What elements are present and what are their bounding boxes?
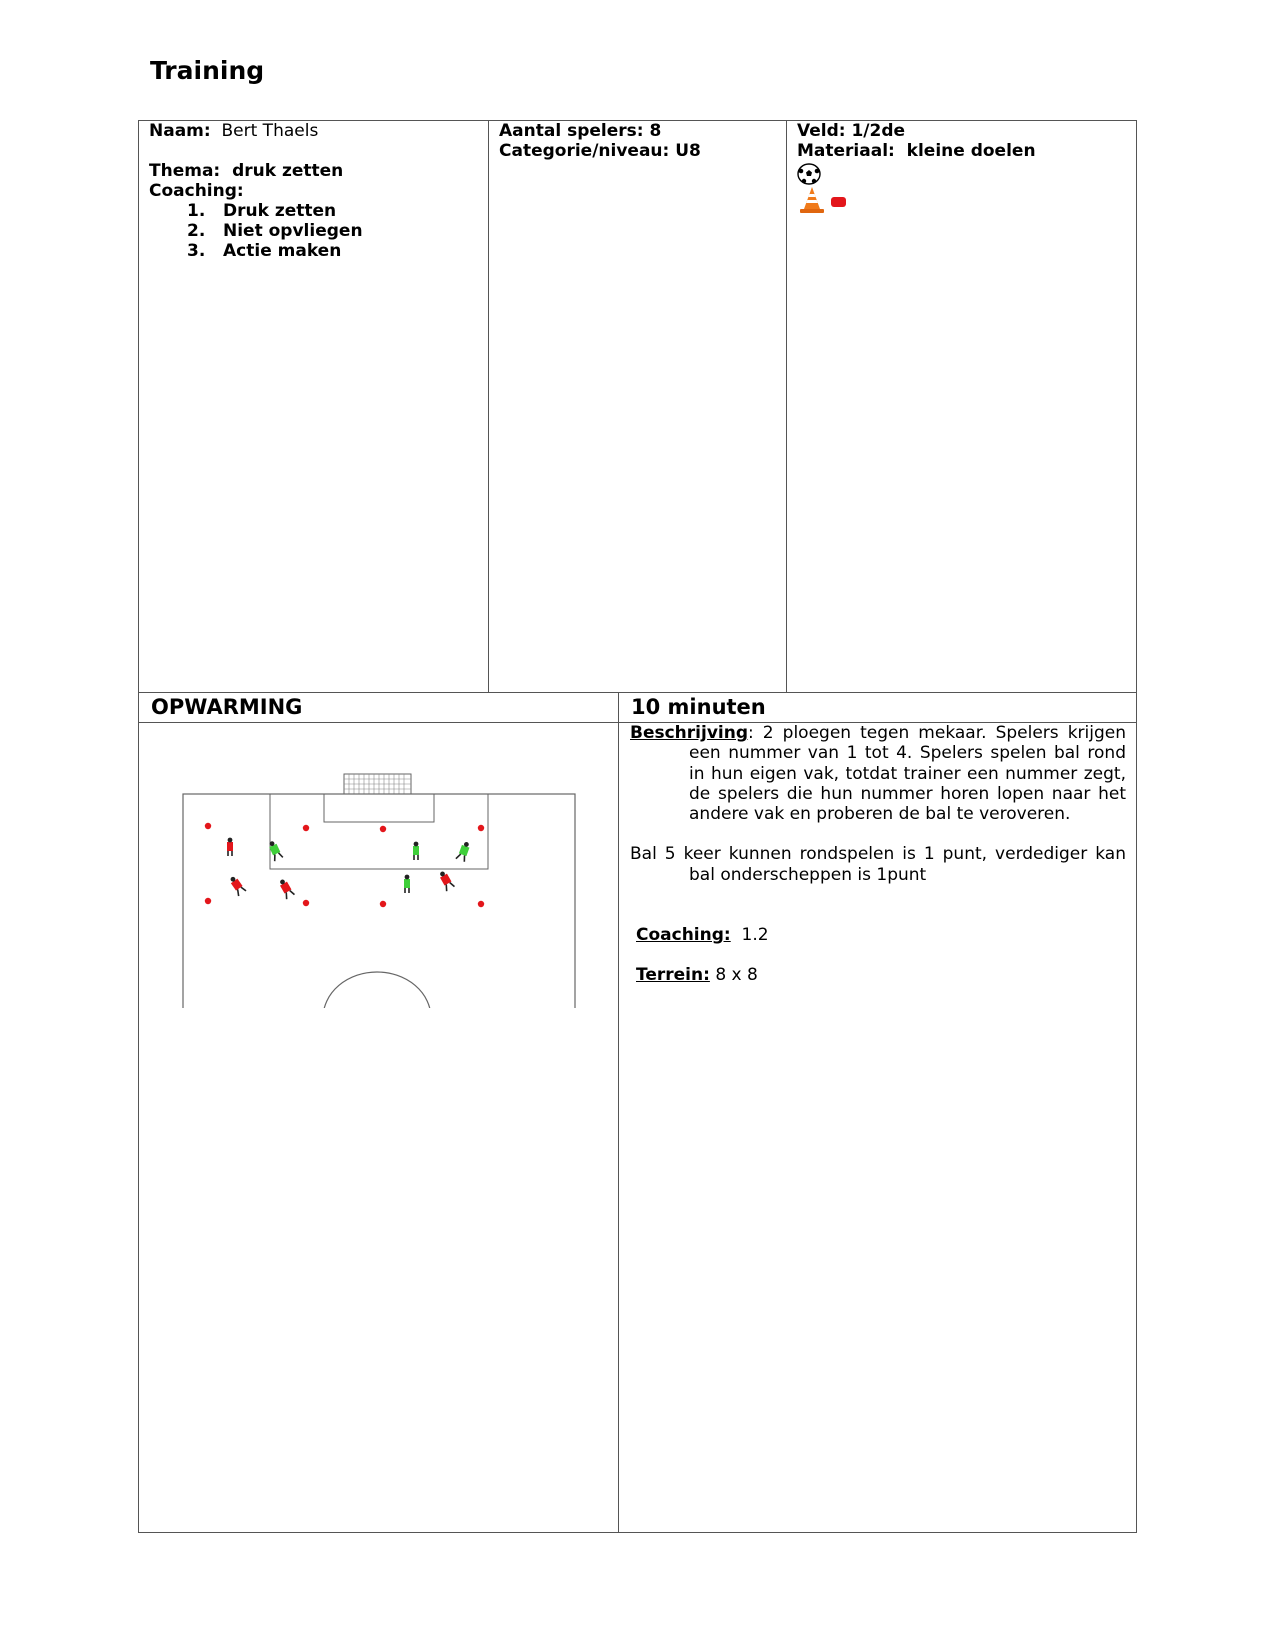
green-player (404, 875, 410, 893)
goal-area (324, 794, 434, 822)
coaching-label: Coaching: (149, 181, 244, 201)
terrein-value: 8 x 8 (715, 965, 758, 986)
cone-marker (478, 901, 484, 907)
diagram-cell (139, 723, 619, 1532)
terrein-line (636, 965, 1126, 985)
field-outline (183, 794, 575, 1008)
materiaal-value: kleine doelen (906, 141, 1036, 161)
exercise-name: OPWARMING (139, 692, 619, 722)
cone-marker (303, 825, 309, 831)
red-player (437, 870, 454, 891)
material-icons (797, 163, 1126, 215)
aantal-spelers: Aantal spelers: 8 (499, 121, 662, 141)
center-circle (323, 972, 431, 1008)
beschrijving-label: Beschrijving (630, 723, 749, 743)
beschrijving-text: : 2 ploegen tegen mekaar. Spelers krijgen een nummer van 1 tot 4. Spelers spelen bal rond in hun eigen vak, totdat trainer een nummer zegt, de spelers die hun nummer horen lopen naar het andere vak en proberen de bal te veroveren. (689, 723, 1126, 825)
thema-line (149, 161, 478, 181)
coaching-list (149, 201, 478, 261)
thema-value: druk zetten (232, 161, 344, 181)
green-player (413, 842, 419, 860)
exercise-header (138, 692, 1137, 723)
penalty-area (270, 794, 488, 869)
green-player (266, 840, 282, 861)
green-player (456, 840, 471, 861)
cone-icon (797, 185, 827, 215)
cone-marker (478, 825, 484, 831)
scoring-paragraph: Bal 5 keer kunnen rondspelen is 1 punt, verdediger kan bal onderscheppen is 1punt (630, 844, 1126, 885)
info-table (138, 120, 1137, 693)
coaching-line (636, 925, 1126, 945)
cone-marker (205, 898, 211, 904)
info-cell-field (787, 121, 1136, 692)
soccer-ball-icon (797, 163, 821, 185)
materiaal-line (797, 141, 1126, 161)
cone-marker (380, 826, 386, 832)
goal-net-icon (344, 774, 411, 794)
cone-marker (380, 901, 386, 907)
red-player (227, 838, 233, 856)
marker-disc-icon (829, 194, 849, 210)
cone-marker (303, 900, 309, 906)
exercise-coaching-label: Coaching: (636, 925, 731, 946)
exercise-coaching-value: 1.2 (741, 925, 769, 946)
exercise-body (138, 722, 1137, 1533)
info-cell-trainer (139, 121, 489, 692)
veld: Veld: 1/2de (797, 121, 906, 141)
list-item: 3. Actie maken (187, 241, 342, 261)
red-player (277, 878, 294, 899)
exercise-duration: 10 minuten (631, 695, 766, 719)
naam-line (149, 121, 478, 141)
cone-marker (205, 823, 211, 829)
info-cell-players (489, 121, 787, 692)
thema-label: Thema: (149, 161, 221, 181)
categorie: Categorie/niveau: U8 (499, 141, 701, 161)
terrein-label: Terrein: (636, 965, 710, 986)
materiaal-label: Materiaal: (797, 141, 895, 161)
beschrijving-paragraph (630, 723, 1126, 824)
naam-value: Bert Thaels (221, 121, 319, 141)
naam-label: Naam: (149, 121, 211, 141)
description-cell (619, 723, 1136, 1532)
list-item: 2. Niet opvliegen (187, 221, 363, 241)
field-diagram (181, 748, 577, 1008)
page-title: Training (150, 56, 265, 85)
list-item: 1. Druk zetten (187, 201, 337, 221)
red-player (228, 875, 246, 896)
